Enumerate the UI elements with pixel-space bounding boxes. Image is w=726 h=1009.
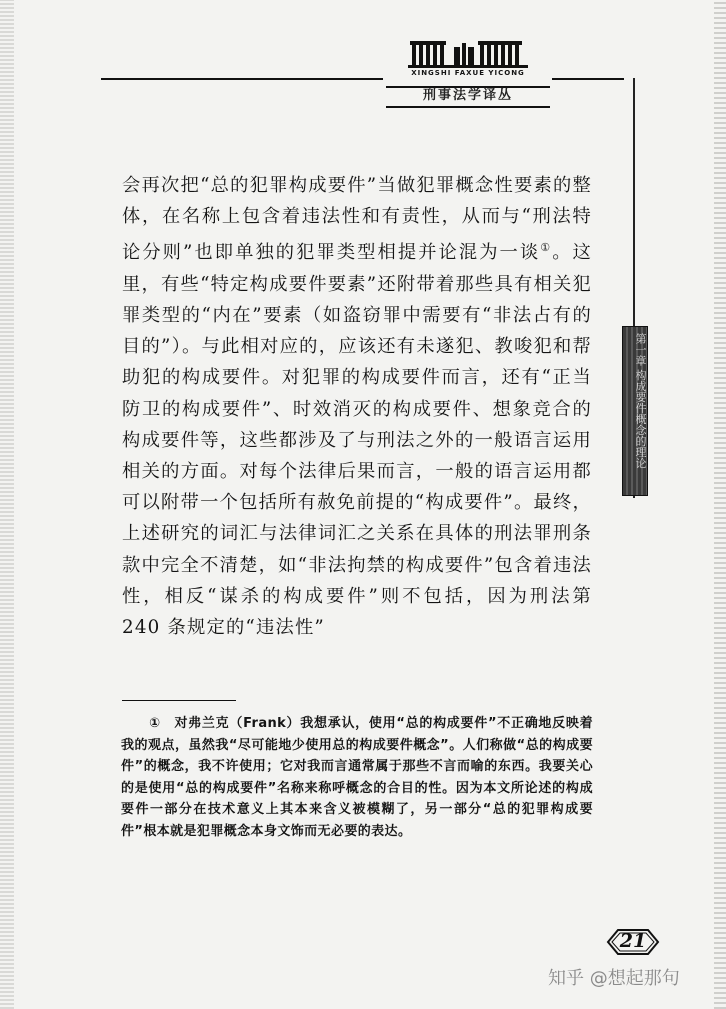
chapter-side-tab-label: 第一章 构成要件概念的理论 <box>634 333 647 469</box>
page-edge-left <box>0 0 14 1009</box>
header-rule-right <box>552 78 624 80</box>
watermark: 知乎 @想起那句 <box>548 968 680 989</box>
page-edge-right <box>714 0 726 1009</box>
footnote-rule <box>122 700 236 701</box>
header-rule <box>101 78 383 80</box>
body-paragraph <box>122 170 592 643</box>
footnote-reference[interactable]: ① <box>540 241 553 255</box>
chapter-side-tab <box>622 326 648 496</box>
page-number: 21 <box>619 930 647 952</box>
series-logo-subtitle: XINGSHI FAXUE YICONG <box>411 69 525 77</box>
series-title: 刑事法学译丛 <box>386 86 550 108</box>
body-text-part-2: 。这里，有些“特定构成要件要素”还附带着那些具有相关犯罪类型的“内在”要素（如盗窃罪中需要有“非法占有的目的”）。与此相对应的，应该还有未遂犯、教唆犯和帮助犯的构成要件。对犯罪的构成要件而言，还有“正当防卫的构成要件”、时效消灭的构成要件、想象竞合的构成要件等，这些都涉及了与刑法之外的一般语言运用相关的方面。对每个法律后果而言，一般的语言运用都可以附带一个包括所有赦免前提的“构成要件”。最终，上述研究的词汇与法律词汇之关系在具体的刑法罪刑条款中完全不清楚，如“非法拘禁的构成要件”包含着违法性，相反“谋杀的构成要件”则不包括，因为刑法第 240 条规定的“违法性” <box>122 242 593 638</box>
footnote-text: ① 对弗兰克（Frank）我想承认，使用“总的构成要件”不正确地反映着我的观点，虽然我“尽可能地少使用总的构成要件概念”。人们称做“总的构成要件”的概念，我不许使用；它对我而言通常属于那些不言而喻的东西。我要关心的是使用“总的构成要件”名称来称呼概念的合目的性。因为本文所论述的构成要件一部分在技术意义上其本来含义被模糊了，另一部分“总的犯罪构成要件”根本就是犯罪概念本身文饰而无必要的表达。 <box>121 716 593 839</box>
footnote <box>121 713 593 843</box>
body-text-part-1: 会再次把“总的犯罪构成要件”当做犯罪概念性要素的整体，在名称上包含着违法性和有责性，从而与“刑法特论分则”也即单独的犯罪类型相提并论混为一谈 <box>122 175 592 264</box>
